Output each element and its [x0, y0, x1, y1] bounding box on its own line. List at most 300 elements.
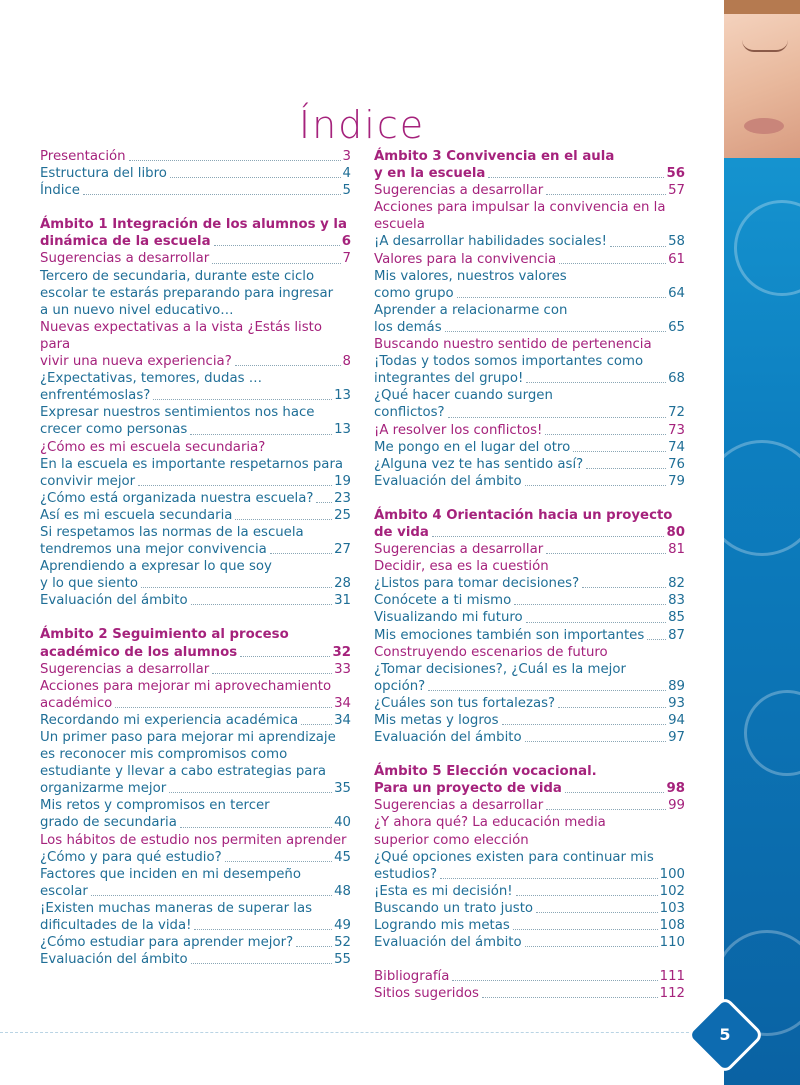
dot-leader [440, 878, 658, 879]
toc-entry[interactable] [374, 866, 685, 883]
toc-entry[interactable] [40, 165, 351, 182]
toc-page-number: 31 [334, 593, 351, 609]
dot-leader [240, 656, 330, 657]
toc-page-number: 110 [659, 935, 685, 951]
dot-leader [546, 553, 666, 554]
toc-entry[interactable] [40, 558, 351, 575]
toc-page-number: 23 [334, 490, 351, 506]
toc-entry[interactable] [374, 233, 685, 250]
toc-entry-title: Estructura del libro [40, 166, 167, 182]
toc-entry[interactable] [40, 849, 351, 866]
toc-entry-title: Nuevas expectativas a la vista ¿Estás listo para [40, 319, 323, 352]
toc-entry[interactable] [40, 507, 351, 524]
toc-entry-title: integrantes del grupo! [374, 371, 524, 387]
toc-entry[interactable] [40, 729, 351, 746]
dot-leader [558, 707, 666, 708]
dot-leader [270, 553, 332, 554]
toc-entry[interactable] [374, 422, 685, 439]
toc-entry[interactable] [40, 268, 351, 285]
toc-entry-title: académico [40, 695, 113, 711]
toc-entry[interactable] [40, 473, 351, 490]
dot-leader [180, 827, 332, 828]
toc-entry[interactable] [374, 934, 685, 951]
toc-entry[interactable] [40, 866, 351, 883]
toc-entry[interactable] [40, 746, 351, 763]
toc-entry[interactable] [374, 627, 685, 644]
toc-entry[interactable] [40, 302, 351, 319]
toc-page-number: 94 [668, 713, 685, 728]
toc-entry-title: Mis metas y logros [374, 713, 499, 728]
toc-entry-title: ¿Alguna vez te has sentido así? [374, 456, 584, 472]
toc-entry-title: vivir una nueva experiencia? [40, 354, 232, 370]
toc-entry-title: Valores para la convivencia [374, 251, 557, 267]
toc-entry-title: Logrando mis metas [374, 918, 510, 934]
dot-leader [115, 707, 332, 708]
toc-entry[interactable] [40, 917, 351, 934]
toc-entry-title: Mis emociones también son importantes [374, 627, 645, 643]
decorative-sidebar [724, 0, 800, 1085]
toc-entry[interactable] [40, 814, 351, 831]
toc-entry-title: ¿Cómo está organizada nuestra escuela? [40, 490, 314, 506]
toc-entry-title: ¿Listos para tomar decisiones? [374, 576, 580, 592]
dot-leader [301, 724, 332, 725]
dot-leader [212, 263, 340, 264]
toc-entry-title: ¡Todas y todos somos importantes como [374, 354, 644, 370]
toc-entry[interactable] [374, 968, 685, 985]
dot-leader [565, 792, 665, 793]
toc-entry-title: Índice [40, 183, 80, 199]
toc-entry-title: enfrentémoslas? [40, 388, 151, 404]
toc-page-number: 102 [659, 883, 685, 899]
toc-entry-title: ¿Expectativas, temores, dudas … [40, 371, 263, 387]
toc-entry[interactable] [374, 712, 685, 729]
dot-leader [194, 929, 332, 930]
toc-page-number: 58 [668, 234, 685, 250]
swirl-decoration [724, 440, 800, 556]
toc-page-number: 85 [668, 610, 685, 626]
toc-entry[interactable] [374, 900, 685, 917]
toc-entry[interactable] [374, 883, 685, 900]
toc-entry-title: Evaluación del ámbito [374, 935, 522, 951]
toc-entry-title: En la escuela es importante respetarnos para [40, 456, 344, 472]
toc-page-number: 65 [668, 319, 685, 335]
toc-entry-title: tendremos una mejor convivencia [40, 542, 267, 558]
dot-leader [525, 485, 666, 486]
toc-entry-title: Evaluación del ámbito [374, 730, 522, 746]
toc-entry[interactable] [374, 216, 685, 233]
toc-entry[interactable] [374, 917, 685, 934]
toc-entry[interactable] [374, 661, 685, 678]
toc-entry-title: Si respetamos las normas de la escuela [40, 524, 304, 540]
toc-page-number: 35 [334, 781, 351, 797]
toc-entry[interactable] [374, 985, 685, 1002]
toc-page-number: 57 [668, 183, 685, 199]
toc-entry-title: crecer como personas [40, 422, 188, 438]
dot-leader [129, 160, 341, 161]
toc-entry[interactable] [40, 695, 351, 712]
toc-page-number: 7 [342, 251, 351, 267]
toc-entry-title: Mis valores, nuestros valores [374, 268, 567, 284]
dot-leader [546, 809, 666, 810]
toc-entry[interactable] [374, 302, 685, 319]
toc-entry-title: como grupo [374, 285, 454, 301]
toc-entry[interactable] [374, 797, 685, 814]
toc-entry-title: Los hábitos de estudio nos permiten aprender [40, 832, 347, 848]
dot-leader [582, 587, 666, 588]
toc-entry-title: Ámbito 2 Seguimiento al proceso [40, 627, 289, 643]
dot-leader [482, 997, 658, 998]
toc-entry-title: Evaluación del ámbito [40, 593, 188, 609]
dot-leader [169, 792, 332, 793]
toc-entry-title: Ámbito 3 Convivencia en el aula [374, 149, 615, 164]
toc-page-number: 103 [659, 900, 685, 916]
dot-leader [452, 980, 657, 981]
dot-leader [235, 519, 332, 520]
toc-entry[interactable] [40, 780, 351, 797]
toc-page-number: 100 [659, 866, 685, 882]
toc-page-number: 79 [668, 473, 685, 489]
dot-leader [316, 502, 332, 503]
toc-entry[interactable] [374, 456, 685, 473]
toc-entry-title: y en la escuela [374, 166, 486, 182]
toc-page-number: 97 [668, 730, 685, 746]
dot-leader [526, 382, 666, 383]
toc-page-number: 99 [668, 798, 685, 814]
toc-entry[interactable] [40, 421, 351, 438]
toc-page-number: 81 [668, 542, 685, 558]
toc-page-number: 32 [332, 644, 351, 660]
dot-leader [513, 929, 658, 930]
toc-entry[interactable] [374, 404, 685, 421]
toc-entry-title: Ámbito 1 Integración de los alumnos y la [40, 217, 347, 233]
toc-entry[interactable] [374, 729, 685, 746]
toc-entry[interactable] [374, 541, 685, 558]
toc-page-number: 87 [668, 627, 685, 643]
dot-leader [586, 468, 666, 469]
toc-page-number: 49 [334, 918, 351, 934]
toc-entry-title: Sugerencias a desarrollar [374, 183, 544, 199]
toc-entry-title: es reconocer mis compromisos como [40, 747, 288, 763]
dot-leader [545, 434, 666, 435]
toc-left-column [40, 148, 351, 968]
toc-entry-title: escolar te estarás preparando para ingresar [40, 285, 334, 301]
toc-entry[interactable] [40, 233, 351, 250]
dot-leader [457, 297, 666, 298]
toc-page-number: 19 [334, 473, 351, 489]
toc-entry-title: de vida [374, 524, 429, 540]
toc-entry-title: ¡A desarrollar habilidades sociales! [374, 234, 607, 250]
toc-entry-title: Sugerencias a desarrollar [374, 542, 544, 558]
toc-entry[interactable] [40, 216, 351, 233]
toc-entry[interactable] [374, 251, 685, 268]
toc-entry[interactable] [40, 883, 351, 900]
toc-entry[interactable] [40, 951, 351, 968]
toc-entry[interactable] [40, 285, 351, 302]
toc-page-number: 89 [668, 678, 685, 694]
toc-entry[interactable] [40, 644, 351, 661]
face-photo [724, 0, 800, 158]
toc-entry-title: ¿Cómo es mi escuela secundaria? [40, 439, 266, 455]
toc-entry-title: convivir mejor [40, 473, 136, 489]
dot-leader [214, 245, 340, 246]
toc-page-number: 8 [342, 354, 351, 370]
section-gap [374, 490, 685, 507]
dot-leader [212, 673, 332, 674]
dot-leader [525, 741, 666, 742]
toc-entry-title: Evaluación del ámbito [40, 952, 188, 968]
toc-entry-title: Mis retos y compromisos en tercer [40, 798, 270, 814]
toc-entry[interactable] [374, 524, 685, 541]
toc-entry-title: Acciones para mejorar mi aprovechamiento [40, 678, 332, 694]
toc-page-number: 76 [668, 456, 685, 472]
toc-entry[interactable] [374, 268, 685, 285]
toc-page-number: 5 [342, 183, 351, 199]
toc-entry[interactable] [374, 199, 685, 216]
toc-entry-title: Ámbito 4 Orientación hacia un proyecto [374, 507, 673, 523]
dot-leader [190, 434, 332, 435]
dot-leader [610, 246, 666, 247]
dot-leader [432, 536, 665, 537]
toc-entry[interactable] [40, 490, 351, 507]
toc-entry-title: opción? [374, 678, 426, 694]
toc-page-number: 61 [668, 251, 685, 267]
toc-entry-title: ¡Existen muchas maneras de superar las [40, 900, 313, 916]
dot-leader [573, 451, 666, 452]
toc-entry-title: Conócete a ti mismo [374, 593, 512, 609]
dot-leader [91, 895, 332, 896]
toc-entry[interactable] [374, 336, 685, 353]
toc-entry-title: ¿Cómo estudiar para aprender mejor? [40, 935, 294, 951]
toc-right-column [374, 148, 685, 1002]
dot-leader [525, 946, 658, 947]
toc-entry[interactable] [40, 404, 351, 421]
toc-entry[interactable] [374, 678, 685, 695]
toc-entry[interactable] [374, 473, 685, 490]
section-gap [40, 609, 351, 626]
toc-entry[interactable] [40, 387, 351, 404]
toc-page-number: 45 [334, 849, 351, 865]
toc-entry-title: a un nuevo nivel educativo… [40, 302, 234, 318]
toc-entry[interactable] [40, 439, 351, 456]
toc-entry-title: escolar [40, 883, 88, 899]
toc-entry[interactable] [40, 148, 351, 165]
toc-entry[interactable] [374, 165, 685, 182]
toc-page-number: 82 [668, 576, 685, 592]
bottom-divider [0, 1032, 724, 1033]
toc-entry-title: escuela [374, 217, 425, 233]
toc-entry[interactable] [40, 934, 351, 951]
toc-entry[interactable] [40, 832, 351, 849]
toc-entry[interactable] [374, 832, 685, 849]
toc-entry[interactable] [374, 353, 685, 370]
toc-page-number: 55 [334, 952, 351, 968]
toc-entry[interactable] [374, 575, 685, 592]
dot-leader [516, 895, 658, 896]
toc-entry[interactable] [374, 439, 685, 456]
toc-entry[interactable] [374, 644, 685, 661]
toc-page-number: 112 [659, 986, 685, 1002]
toc-entry-title: ¿Tomar decisiones?, ¿Cuál es la mejor [374, 661, 626, 677]
toc-entry[interactable] [374, 780, 685, 797]
toc-entry-title: Tercero de secundaria, durante este ciclo [40, 268, 315, 284]
toc-entry-title: Para un proyecto de vida [374, 781, 562, 797]
toc-entry-title: superior como elección [374, 832, 529, 848]
toc-page-number: 34 [334, 695, 351, 711]
toc-entry[interactable] [40, 712, 351, 729]
toc-entry-title: Sugerencias a desarrollar [40, 661, 210, 677]
toc-entry-title: ¡A resolver los conflictos! [374, 422, 543, 438]
dot-leader [445, 331, 666, 332]
toc-entry-title: ¡Esta es mi decisión! [374, 883, 513, 899]
toc-page-number: 40 [334, 815, 351, 831]
toc-page-number: 98 [666, 781, 685, 797]
toc-entry-title: Buscando un trato justo [374, 900, 534, 916]
dot-leader [488, 177, 664, 178]
toc-entry-title: Visualizando mi futuro [374, 610, 523, 626]
toc-entry-title: académico de los alumnos [40, 644, 238, 660]
toc-entry[interactable] [40, 541, 351, 558]
toc-entry[interactable] [40, 763, 351, 780]
toc-page-number: 93 [668, 695, 685, 711]
toc-entry[interactable] [40, 456, 351, 473]
toc-entry-title: estudios? [374, 866, 438, 882]
toc-page-number: 13 [334, 388, 351, 404]
dot-leader [153, 399, 332, 400]
toc-entry-title: ¿Qué hacer cuando surgen [374, 388, 553, 404]
toc-entry[interactable] [374, 285, 685, 302]
dot-leader [83, 194, 341, 195]
toc-entry-title: Bibliografía [374, 969, 450, 985]
toc-entry[interactable] [40, 661, 351, 678]
swirl-decoration [734, 200, 800, 296]
toc-entry[interactable] [374, 387, 685, 404]
toc-page-number: 27 [334, 542, 351, 558]
toc-entry-title: Sitios sugeridos [374, 986, 479, 1002]
dot-leader [502, 724, 667, 725]
dot-leader [514, 604, 666, 605]
toc-entry[interactable] [40, 250, 351, 267]
dot-leader [296, 946, 332, 947]
section-gap [374, 951, 685, 968]
toc-entry-title: Me pongo en el lugar del otro [374, 439, 571, 455]
toc-entry-title: Presentación [40, 149, 126, 164]
toc-entry-title: Acciones para impulsar la convivencia en la [374, 200, 666, 216]
toc-page-number: 74 [668, 439, 685, 455]
toc-page-number: 80 [666, 524, 685, 540]
toc-page-number: 73 [668, 422, 685, 438]
dot-leader [235, 365, 341, 366]
toc-page-number: 72 [668, 405, 685, 421]
toc-entry[interactable] [374, 319, 685, 336]
toc-entry-title: dinámica de la escuela [40, 234, 211, 250]
dot-leader [170, 177, 341, 178]
toc-entry-title: Factores que inciden en mi desempeño [40, 866, 301, 882]
toc-page-number: 4 [342, 166, 351, 182]
toc-page-number: 52 [334, 935, 351, 951]
toc-entry-title: Un primer paso para mejorar mi aprendizaje [40, 730, 336, 745]
toc-entry-title: Evaluación del ámbito [374, 473, 522, 489]
toc-page-number: 48 [334, 883, 351, 899]
toc-entry[interactable] [40, 370, 351, 387]
toc-entry[interactable] [374, 814, 685, 831]
toc-page-number: 6 [341, 234, 351, 250]
toc-entry-title: organizarme mejor [40, 781, 167, 797]
dot-leader [138, 485, 332, 486]
toc-entry-title: y lo que siento [40, 576, 139, 592]
page-title: Índice [298, 103, 426, 148]
toc-entry-title: Expresar nuestros sentimientos nos hace [40, 405, 315, 421]
toc-entry[interactable] [374, 182, 685, 199]
toc-entry-title: conflictos? [374, 405, 445, 421]
dot-leader [141, 587, 332, 588]
toc-entry[interactable] [40, 524, 351, 541]
toc-page-number: 111 [659, 969, 685, 985]
toc-page-number: 13 [334, 422, 351, 438]
toc-entry[interactable] [374, 558, 685, 575]
toc-entry[interactable] [40, 182, 351, 199]
toc-entry-title: dificultades de la vida! [40, 918, 192, 934]
toc-page-number: 25 [334, 507, 351, 523]
page-number: 5 [719, 1025, 731, 1044]
toc-entry[interactable] [40, 797, 351, 814]
toc-entry[interactable] [374, 695, 685, 712]
toc-entry[interactable] [374, 507, 685, 524]
toc-entry-title: Buscando nuestro sentido de pertenencia [374, 337, 652, 353]
toc-entry-title: Ámbito 5 Elección vocacional. [374, 764, 597, 780]
toc-entry-title: Así es mi escuela secundaria [40, 507, 233, 523]
toc-page-number: 64 [668, 285, 685, 301]
swirl-decoration [744, 690, 800, 776]
toc-entry[interactable] [40, 592, 351, 609]
toc-entry-title: Aprendiendo a expresar lo que soy [40, 559, 272, 575]
dot-leader [448, 417, 666, 418]
toc-entry-title: ¿Qué opciones existen para continuar mis [374, 849, 654, 865]
toc-entry[interactable] [374, 609, 685, 626]
toc-entry[interactable] [40, 678, 351, 695]
section-gap [40, 199, 351, 216]
toc-entry[interactable] [374, 849, 685, 866]
toc-entry[interactable] [374, 148, 685, 165]
dot-leader [191, 604, 332, 605]
toc-entry[interactable] [40, 353, 351, 370]
toc-entry[interactable] [40, 319, 351, 353]
toc-page-number: 28 [334, 576, 351, 592]
toc-entry-title: ¿Cómo y para qué estudio? [40, 849, 222, 865]
toc-entry[interactable] [40, 575, 351, 592]
dot-leader [526, 622, 666, 623]
toc-entry-title: Sugerencias a desarrollar [374, 798, 544, 814]
toc-entry-title: grado de secundaria [40, 815, 177, 831]
dot-leader [225, 861, 332, 862]
dot-leader [546, 194, 666, 195]
dot-leader [647, 639, 666, 640]
toc-entry-title: los demás [374, 319, 442, 335]
toc-page-number: 108 [659, 918, 685, 934]
toc-entry[interactable] [374, 763, 685, 780]
toc-entry[interactable] [40, 626, 351, 643]
toc-entry-title: estudiante y llevar a cabo estrategias para [40, 764, 327, 780]
toc-entry-title: ¿Cuáles son tus fortalezas? [374, 695, 556, 711]
dot-leader [428, 690, 666, 691]
toc-entry[interactable] [40, 900, 351, 917]
dot-leader [536, 912, 658, 913]
toc-entry-title: Sugerencias a desarrollar [40, 251, 210, 267]
section-gap [374, 746, 685, 763]
toc-page-number: 33 [334, 661, 351, 677]
toc-entry[interactable] [374, 592, 685, 609]
toc-entry[interactable] [374, 370, 685, 387]
toc-entry-title: Recordando mi experiencia académica [40, 712, 299, 728]
